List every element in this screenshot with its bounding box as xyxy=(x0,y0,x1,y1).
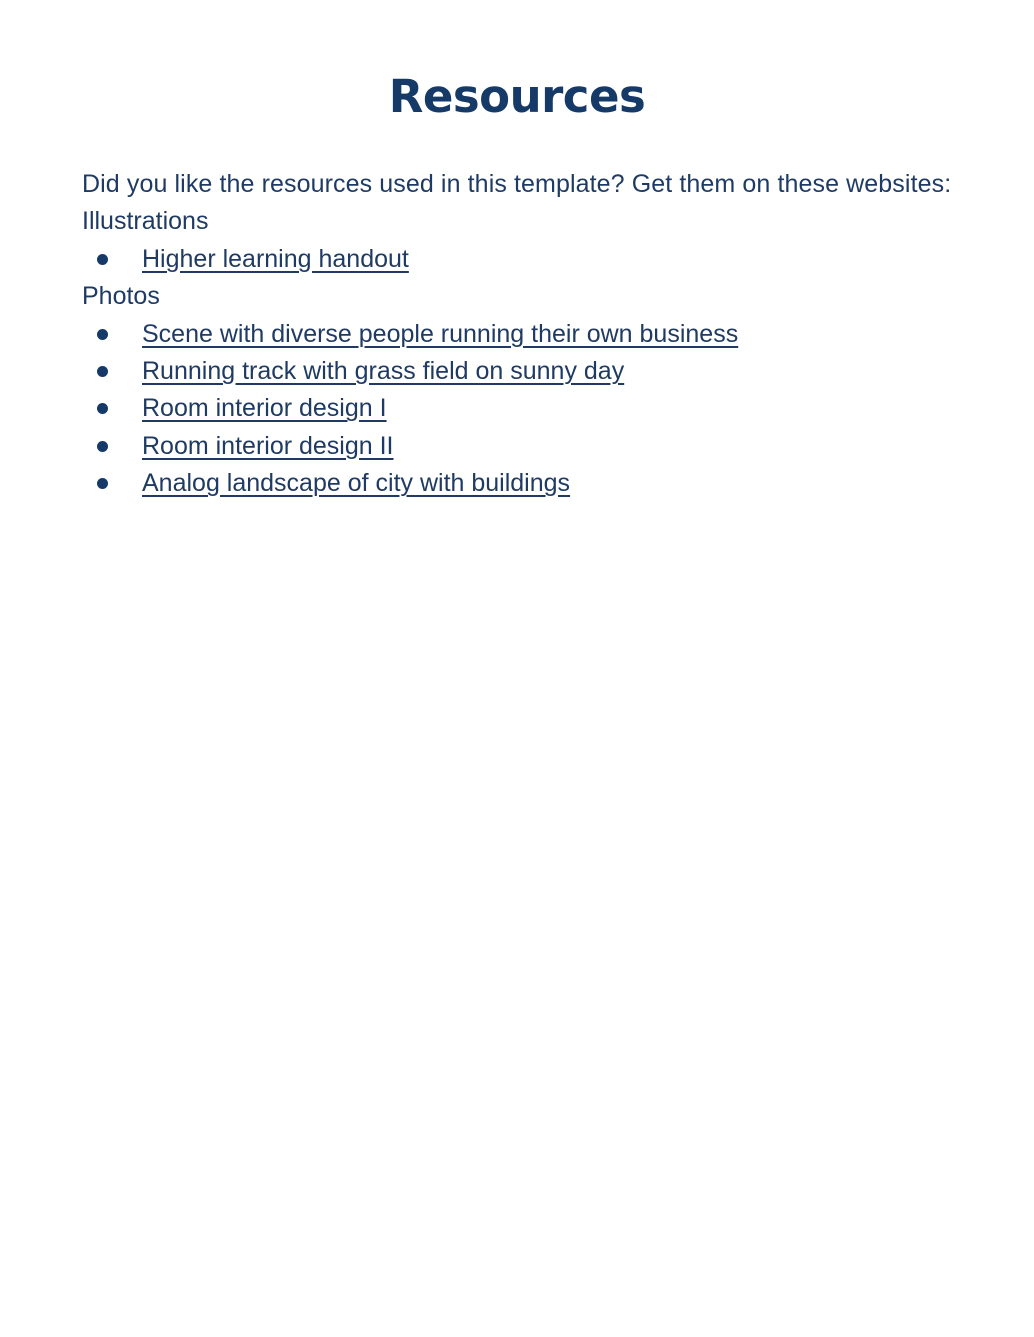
list-item xyxy=(82,465,952,502)
bullet-icon xyxy=(97,366,108,377)
bullet-icon xyxy=(97,478,108,489)
bullet-icon xyxy=(97,329,108,340)
bullet-icon xyxy=(97,441,108,452)
list-item xyxy=(82,316,952,353)
list-item xyxy=(82,428,952,465)
page-title: Resources xyxy=(388,70,646,123)
link-higher-learning-handout[interactable]: Higher learning handout xyxy=(142,244,409,273)
link-room-interior-2[interactable]: Room interior design II xyxy=(142,431,394,460)
list-item xyxy=(82,353,952,390)
illustrations-list xyxy=(82,241,952,278)
list-item xyxy=(82,390,952,427)
link-diverse-people-business[interactable]: Scene with diverse people running their own business xyxy=(142,319,739,348)
link-analog-city-landscape[interactable]: Analog landscape of city with buildings xyxy=(142,469,571,498)
resources-content xyxy=(82,166,952,503)
intro-text: Did you like the resources used in this template? Get them on these websites: xyxy=(82,170,952,198)
link-room-interior-1[interactable]: Room interior design I xyxy=(142,394,387,423)
bullet-icon xyxy=(97,403,108,414)
link-running-track[interactable]: Running track with grass field on sunny day xyxy=(142,357,625,386)
bullet-icon xyxy=(97,254,108,265)
section-heading-photos: Photos xyxy=(82,282,160,311)
photos-list xyxy=(82,316,952,503)
section-heading-illustrations: Illustrations xyxy=(82,207,209,236)
list-item xyxy=(82,241,952,278)
